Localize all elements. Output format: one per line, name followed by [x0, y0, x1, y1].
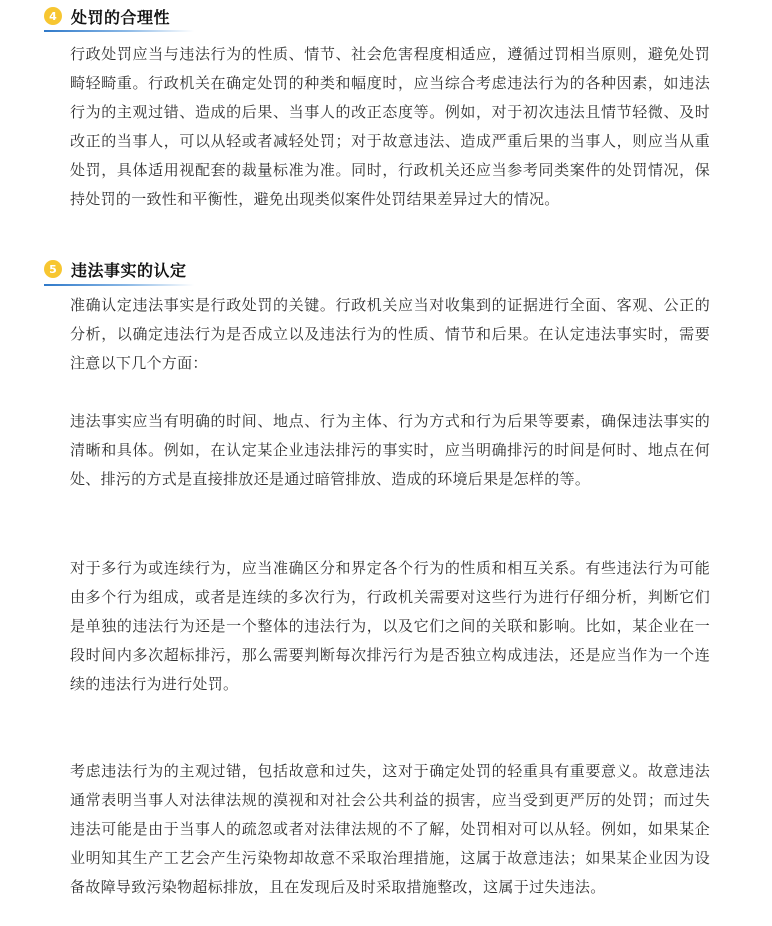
section-title: 处罚的合理性: [71, 7, 171, 27]
paragraph: 违法事实应当有明确的时间、地点、行为主体、行为方式和行为后果等要素，确保违法事实的清晰和具体。例如，在认定某企业违法排污的事实时，应当明确排污的时间是何时、地点在何处、排污的方式是直接排放还是通过暗管排放、造成的环境后果是怎样的等。: [70, 412, 710, 488]
section-number-badge: 5: [44, 260, 62, 278]
section-title: 违法事实的认定: [71, 260, 187, 280]
section-underline: [44, 284, 194, 286]
section-5-header: [44, 253, 187, 285]
paragraph: 对于多行为或连续行为，应当准确区分和界定各个行为的性质和相互关系。有些违法行为可能由多个行为组成，或者是连续的多次行为，行政机关需要对这些行为进行仔细分析，判断它们是单独的违法行为还是一个整体的违法行为，以及它们之间的关联和影响。比如，某企业在一段时间内多次超标排污，那么需要判断每次排污行为是否独立构成违法，还是应当作为一个连续的违法行为进行处罚。: [70, 559, 710, 693]
section-4-header: [44, 0, 170, 32]
paragraph: 考虑违法行为的主观过错，包括故意和过失，这对于确定处罚的轻重具有重要意义。故意违法通常表明当事人对法律法规的漠视和对社会公共利益的损害，应当受到更严厉的处罚；而过失违法可能是由于当事人的疏忽或者对法律法规的不了解，处罚相对可以从轻。例如，如果某企业明知其生产工艺会产生污染物却故意不采取治理措施，这属于故意违法；如果某企业因为设备故障导致污染物超标排放，且在发现后及时采取措施整改，这属于过失违法。: [70, 762, 710, 896]
paragraph: 准确认定违法事实是行政处罚的关键。行政机关应当对收集到的证据进行全面、客观、公正的分析，以确定违法行为是否成立以及违法行为的性质、情节和后果。在认定违法事实时，需要注意以下几个方面：: [70, 296, 710, 372]
section-number-badge: 4: [44, 7, 62, 25]
paragraph: 行政处罚应当与违法行为的性质、情节、社会危害程度相适应，遵循过罚相当原则，避免处罚畸轻畸重。行政机关在确定处罚的种类和幅度时，应当综合考虑违法行为的各种因素，如违法行为的主观过错、造成的后果、当事人的改正态度等。例如，对于初次违法且情节轻微、及时改正的当事人，可以从轻或者减轻处罚；对于故意违法、造成严重后果的当事人，则应当从重处罚，具体适用视配套的裁量标准为准。同时，行政机关还应当参考同类案件的处罚情况，保持处罚的一致性和平衡性，避免出现类似案件处罚结果差异过大的情况。: [70, 45, 710, 208]
section-underline: [44, 30, 194, 32]
